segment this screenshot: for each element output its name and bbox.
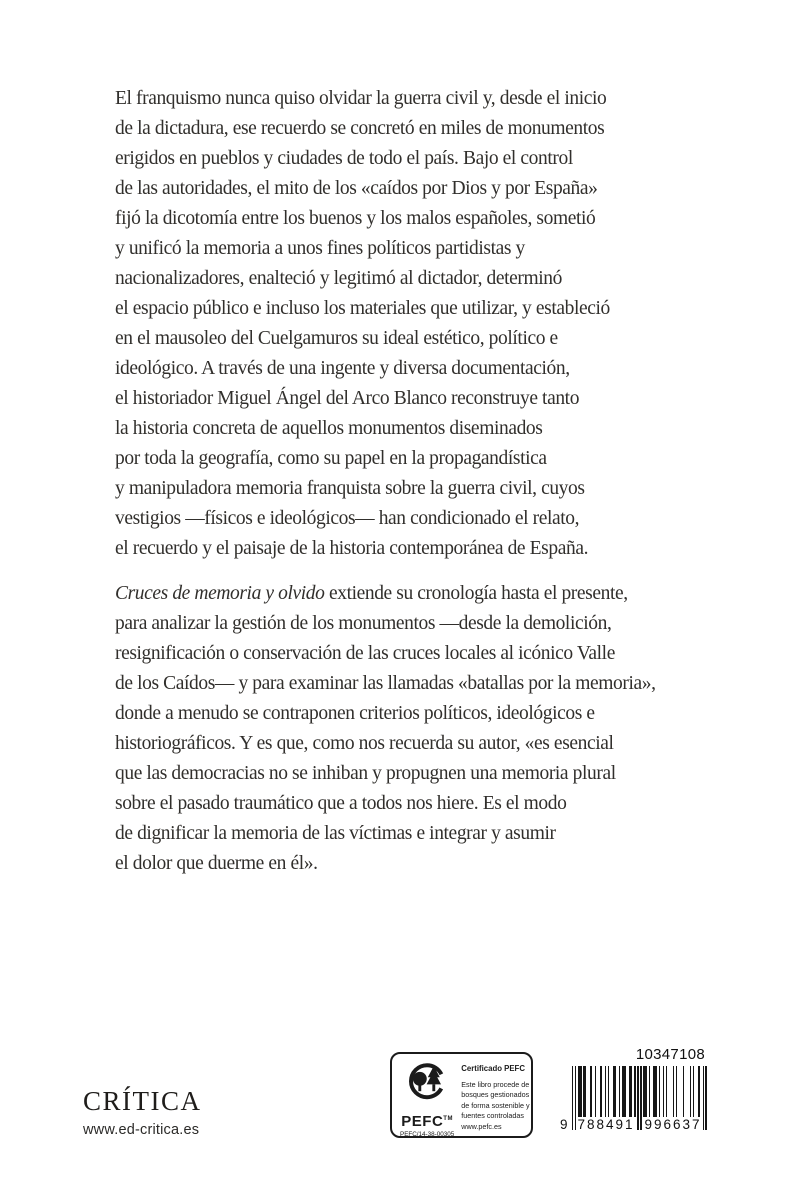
pefc-cert-code: PEFC/14-38-00305 [400,1131,455,1138]
synopsis-line: donde a menudo se contraponen criterios políticos, ideológicos e [115,703,595,724]
barcode-bar [690,1066,691,1117]
barcode-bar [572,1066,573,1130]
barcode-bar [703,1066,704,1130]
synopsis-line: el espacio público e incluso los materiales que utilizar, y estableció [115,298,610,319]
synopsis-paragraph-1 [115,84,735,564]
pefc-trees-icon [403,1061,451,1112]
synopsis-line-rest: extiende su cronología hasta el presente, [324,583,628,604]
isbn-first-digit: 9 [560,1117,568,1132]
barcode-bar [608,1066,609,1117]
synopsis-line: El franquismo nunca quiso olvidar la guerra civil y, desde el inicio [115,88,607,109]
synopsis-line: sobre el pasado traumático que a todos nos hiere. Es el modo [115,793,567,814]
barcode-block [560,1046,712,1134]
synopsis-line: la historia concreta de aquellos monumentos diseminados [115,418,543,439]
publisher-logo-critica: CRÍTICA [83,1086,202,1116]
barcode-bar [613,1066,616,1117]
synopsis-line: el recuerdo y el paisaje de la historia contemporánea de España. [115,538,589,559]
synopsis-line: fijó la dicotomía entre los buenos y los malos españoles, sometió [115,208,596,229]
pefc-certification-label [390,1052,533,1138]
synopsis-line: para analizar la gestión de los monumentos —desde la demolición, [115,613,612,634]
barcode-bar [643,1066,647,1117]
barcode-bar [666,1066,667,1117]
barcode-bar [659,1066,660,1117]
synopsis-line: que las democracias no se inhiban y propugnen una memoria plural [115,763,616,784]
publisher-block [83,1086,202,1138]
barcode-bar [705,1066,706,1130]
barcode-bar [673,1066,674,1117]
barcode-bar [649,1066,650,1117]
ean-barcode [560,1066,712,1134]
barcode-bar [600,1066,601,1117]
synopsis-line: de dignificar la memoria de las víctimas e integrar y asumir [115,823,556,844]
publisher-website: www.ed-critica.es [83,1122,200,1138]
synopsis-line: y manipuladora memoria franquista sobre la guerra civil, cuyos [115,478,585,499]
pefc-body-text: Este libro procede de bosques gestionados de forma sostenible y fuentes controladas [461,1080,530,1121]
barcode-bar [637,1066,638,1130]
barcode-bar [583,1066,586,1117]
barcode-top-number: 10347108 [635,1046,705,1063]
synopsis-line: resignificación o conservación de las cruces locales al icónico Valle [115,643,615,664]
synopsis-line [115,579,735,609]
barcode-bar [663,1066,664,1117]
barcode-bar [605,1066,606,1117]
synopsis-line: de los Caídos— y para examinar las llamadas «batallas por la memoria», [115,673,656,694]
pefc-text-column [461,1061,533,1130]
synopsis-line: y unificó la memoria a unos fines políticos partidistas y [115,238,525,259]
barcode-bar [622,1066,626,1117]
pefc-logo-column [400,1061,455,1138]
synopsis-line: erigidos en pueblos y ciudades de todo el país. Bajo el control [115,148,573,169]
barcode-bar [683,1066,684,1117]
barcode-bar [629,1066,632,1117]
isbn-right-group: 996637 [644,1117,702,1132]
barcode-bar [619,1066,620,1117]
pefc-wordmark: PEFC™ [401,1113,453,1130]
synopsis-line: ideológico. A través de una ingente y diversa documentación, [115,358,570,379]
isbn-left-group: 788491 [577,1117,635,1132]
pefc-website: www.pefc.es [461,1121,502,1131]
barcode-bar [578,1066,582,1117]
synopsis-line: de la dictadura, ese recuerdo se concretó en miles de monumentos [115,118,605,139]
synopsis-line: de las autoridades, el mito de los «caídos por Dios y por España» [115,178,598,199]
synopsis-line: vestigios —físicos e ideológicos— han condicionado el relato, [115,508,580,529]
barcode-bar [698,1066,699,1117]
synopsis-line: el historiador Miguel Ángel del Arco Blanco reconstruye tanto [115,388,580,409]
barcode-bar [575,1066,576,1130]
barcode-bar [693,1066,694,1117]
barcode-bar [676,1066,677,1117]
synopsis-line: historiográficos. Y es que, como nos recuerda su autor, «es esencial [115,733,614,754]
synopsis-line: por toda la geografía, como su papel en la propagandística [115,448,547,469]
synopsis-paragraph-2 [115,579,735,879]
barcode-bar [590,1066,591,1117]
barcode-bar [640,1066,641,1130]
barcode-bar [634,1066,635,1117]
synopsis-line: el dolor que duerme en él». [115,853,318,874]
synopsis-text-block [115,84,735,879]
barcode-bar [595,1066,596,1117]
pefc-heading: Certificado PEFC [461,1064,525,1073]
pefc-tm-mark: TM [443,1116,453,1122]
barcode-bar [653,1066,657,1117]
book-title-italic: Cruces de memoria y olvido [115,583,325,604]
synopsis-line: nacionalizadores, enalteció y legitimó al dictador, determinó [115,268,562,289]
synopsis-line: en el mausoleo del Cuelgamuros su ideal estético, político e [115,328,558,349]
